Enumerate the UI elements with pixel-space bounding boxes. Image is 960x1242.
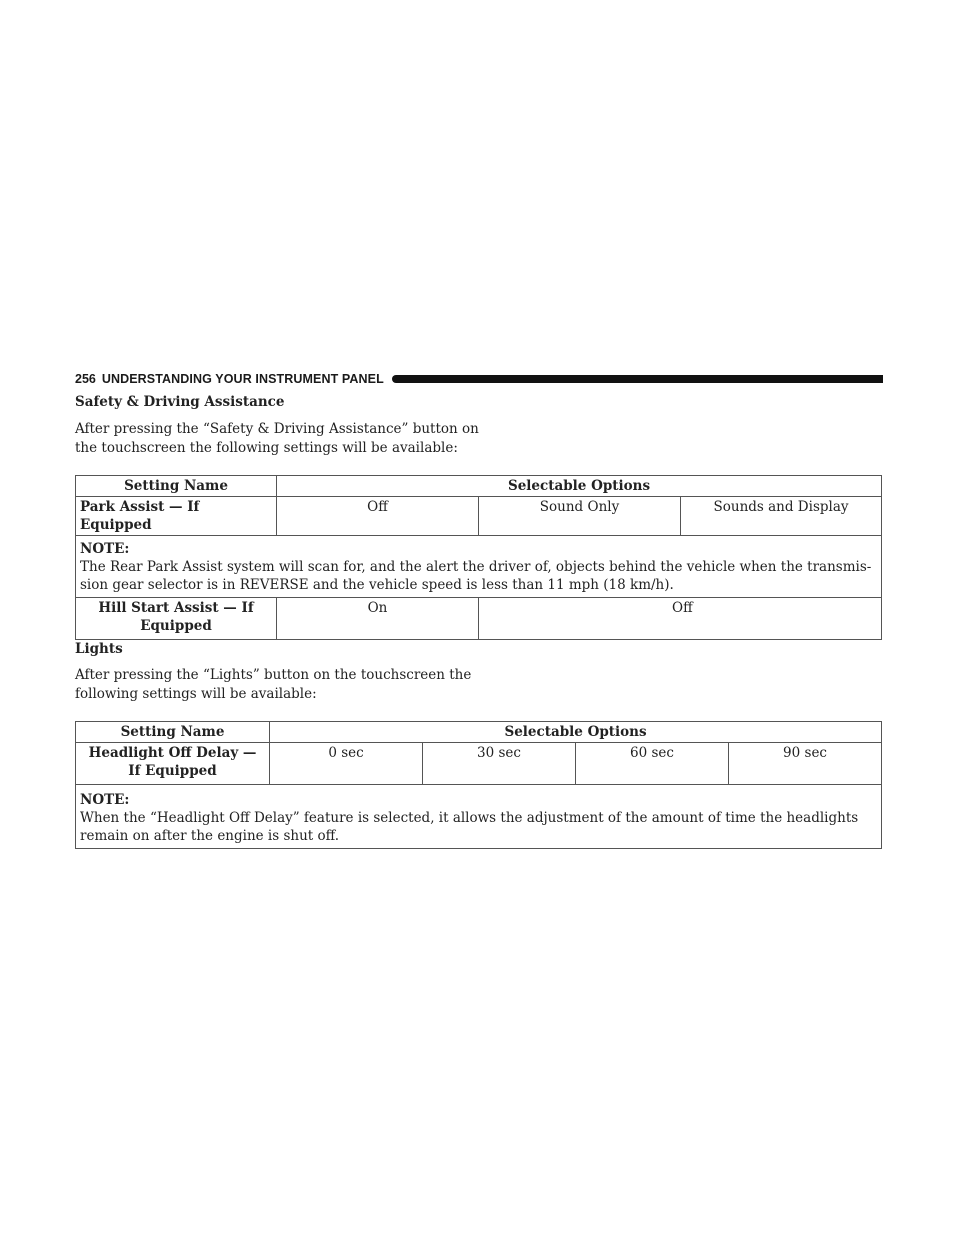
page-header xyxy=(75,371,883,387)
safety-intro-line-1: After pressing the “Safety & Driving Assistance” button on xyxy=(75,421,479,437)
lights-intro xyxy=(75,666,495,703)
note-text-line-2: sion gear selector is in REVERSE and the vehicle speed is less than 11 mph (18 km/h). xyxy=(80,577,674,593)
note-row xyxy=(76,536,882,598)
table-header-row xyxy=(76,722,882,743)
setting-name-line-2: Equipped xyxy=(140,618,212,634)
option-off: Off xyxy=(479,598,882,640)
setting-name-park-assist: Park Assist — If Equipped xyxy=(76,497,277,536)
safety-intro-line-2: the touchscreen the following settings will be available: xyxy=(75,439,458,456)
note-text-line-1: When the “Headlight Off Delay” feature is selected, it allows the adjustment of the amount of time the headlights xyxy=(80,810,859,826)
column-header-setting-name: Setting Name xyxy=(76,722,270,743)
setting-name-headlight-off-delay xyxy=(76,743,270,785)
header-rule xyxy=(392,375,883,383)
note-text-line-1: The Rear Park Assist system will scan for, and the alert the driver of, objects behind the vehicle when the transmis- xyxy=(80,559,872,575)
lights-intro-line-2: following settings will be available: xyxy=(75,685,317,702)
table-row xyxy=(76,598,882,640)
option-90-sec: 90 sec xyxy=(729,743,882,785)
lights-intro-line-1: After pressing the “Lights” button on the touchscreen the xyxy=(75,667,472,683)
setting-name-hill-start-assist xyxy=(76,598,277,640)
column-header-selectable-options: Selectable Options xyxy=(277,476,882,497)
note-park-assist xyxy=(76,536,882,598)
column-header-setting-name: Setting Name xyxy=(76,476,277,497)
note-label: NOTE: xyxy=(80,541,130,557)
section-heading-lights: Lights xyxy=(75,641,123,657)
table-header-row xyxy=(76,476,882,497)
setting-name-line-1: Headlight Off Delay — xyxy=(88,745,257,761)
section-heading-safety: Safety & Driving Assistance xyxy=(75,394,285,410)
note-row xyxy=(76,785,882,849)
option-60-sec: 60 sec xyxy=(576,743,729,785)
note-label: NOTE: xyxy=(80,792,130,808)
option-off: Off xyxy=(277,497,479,536)
chapter-title: UNDERSTANDING YOUR INSTRUMENT PANEL xyxy=(101,372,384,386)
option-30-sec: 30 sec xyxy=(423,743,576,785)
safety-intro xyxy=(75,420,495,457)
column-header-selectable-options: Selectable Options xyxy=(270,722,882,743)
note-headlight-off-delay xyxy=(76,785,882,849)
table-row xyxy=(76,497,882,536)
option-sound-only: Sound Only xyxy=(479,497,681,536)
setting-name-line-2: If Equipped xyxy=(128,763,217,779)
note-text-line-2: remain on after the engine is shut off. xyxy=(80,828,340,844)
lights-settings-table xyxy=(75,721,882,849)
option-on: On xyxy=(277,598,479,640)
page-number: 256 xyxy=(75,372,96,386)
safety-settings-table xyxy=(75,475,882,640)
setting-name-line-1: Hill Start Assist — If xyxy=(98,600,254,616)
option-sounds-and-display: Sounds and Display xyxy=(681,497,882,536)
table-row xyxy=(76,743,882,785)
option-0-sec: 0 sec xyxy=(270,743,423,785)
